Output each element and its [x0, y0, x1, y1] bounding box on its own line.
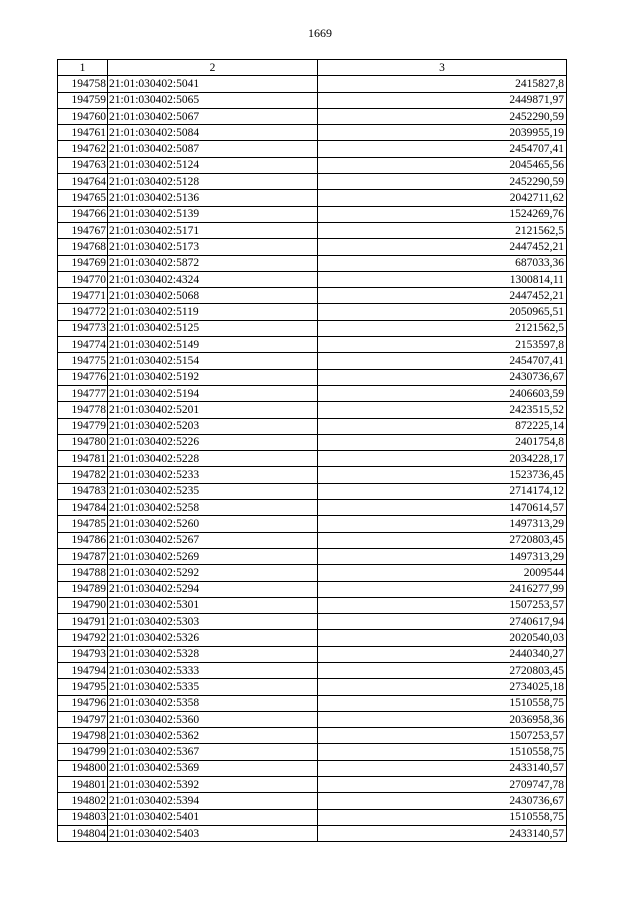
table-row — [58, 76, 567, 92]
value-cell: 2433140,57 — [318, 760, 567, 776]
value-cell: 687033,36 — [318, 255, 567, 271]
row-number-cell: 194790 — [58, 597, 108, 613]
value-cell: 2440340,27 — [318, 646, 567, 662]
row-number-cell: 194803 — [58, 809, 108, 825]
row-number-cell: 194777 — [58, 385, 108, 401]
cadastral-number-cell: 21:01:030402:5260 — [108, 516, 318, 532]
cadastral-number-cell: 21:01:030402:5235 — [108, 483, 318, 499]
cadastral-number-cell: 21:01:030402:5233 — [108, 467, 318, 483]
cadastral-number-cell: 21:01:030402:5394 — [108, 793, 318, 809]
row-number-cell: 194802 — [58, 793, 108, 809]
table-row — [58, 222, 567, 238]
table-row — [58, 125, 567, 141]
table-row — [58, 418, 567, 434]
row-number-cell: 194760 — [58, 108, 108, 124]
table-row — [58, 92, 567, 108]
cadastral-number-cell: 21:01:030402:5392 — [108, 777, 318, 793]
table-row — [58, 614, 567, 630]
table-row — [58, 662, 567, 678]
row-number-cell: 194804 — [58, 825, 108, 841]
cadastral-number-cell: 21:01:030402:5362 — [108, 728, 318, 744]
value-cell: 2153597,8 — [318, 337, 567, 353]
cadastral-number-cell: 21:01:030402:5087 — [108, 141, 318, 157]
cadastral-number-cell: 21:01:030402:5203 — [108, 418, 318, 434]
row-number-cell: 194801 — [58, 777, 108, 793]
value-cell: 2009544 — [318, 565, 567, 581]
table-row — [58, 239, 567, 255]
row-number-cell: 194780 — [58, 434, 108, 450]
table-row — [58, 337, 567, 353]
cadastral-number-cell: 21:01:030402:5367 — [108, 744, 318, 760]
value-cell: 2430736,67 — [318, 369, 567, 385]
row-number-cell: 194792 — [58, 630, 108, 646]
value-cell: 1510558,75 — [318, 809, 567, 825]
value-cell: 872225,14 — [318, 418, 567, 434]
table-row — [58, 483, 567, 499]
cadastral-number-cell: 21:01:030402:5335 — [108, 679, 318, 695]
row-number-cell: 194776 — [58, 369, 108, 385]
row-number-cell: 194794 — [58, 662, 108, 678]
value-cell: 2720803,45 — [318, 532, 567, 548]
cadastral-number-cell: 21:01:030402:5326 — [108, 630, 318, 646]
table-row — [58, 777, 567, 793]
value-cell: 1507253,57 — [318, 728, 567, 744]
table-row — [58, 385, 567, 401]
cadastral-number-cell: 21:01:030402:5124 — [108, 157, 318, 173]
table-row — [58, 353, 567, 369]
row-number-cell: 194762 — [58, 141, 108, 157]
table-row — [58, 271, 567, 287]
table-row — [58, 646, 567, 662]
value-cell: 2740617,94 — [318, 614, 567, 630]
cadastral-number-cell: 21:01:030402:5258 — [108, 500, 318, 516]
table-row — [58, 369, 567, 385]
row-number-cell: 194799 — [58, 744, 108, 760]
table-row — [58, 760, 567, 776]
cadastral-number-cell: 21:01:030402:5360 — [108, 711, 318, 727]
cadastral-number-cell: 21:01:030402:5067 — [108, 108, 318, 124]
table-row — [58, 288, 567, 304]
cadastral-number-cell: 21:01:030402:5084 — [108, 125, 318, 141]
cadastral-number-cell: 21:01:030402:5328 — [108, 646, 318, 662]
cadastral-number-cell: 21:01:030402:5269 — [108, 548, 318, 564]
value-cell: 1300814,11 — [318, 271, 567, 287]
row-number-cell: 194773 — [58, 320, 108, 336]
row-number-cell: 194759 — [58, 92, 108, 108]
row-number-cell: 194769 — [58, 255, 108, 271]
table-header — [58, 60, 567, 76]
table-row — [58, 255, 567, 271]
cadastral-number-cell: 21:01:030402:5292 — [108, 565, 318, 581]
cadastral-number-cell: 21:01:030402:4324 — [108, 271, 318, 287]
row-number-cell: 194761 — [58, 125, 108, 141]
value-cell: 2401754,8 — [318, 434, 567, 450]
row-number-cell: 194797 — [58, 711, 108, 727]
value-cell: 2042711,62 — [318, 190, 567, 206]
value-cell: 2454707,41 — [318, 353, 567, 369]
cadastral-number-cell: 21:01:030402:5401 — [108, 809, 318, 825]
row-number-cell: 194771 — [58, 288, 108, 304]
cadastral-number-cell: 21:01:030402:5267 — [108, 532, 318, 548]
cadastral-number-cell: 21:01:030402:5226 — [108, 434, 318, 450]
row-number-cell: 194770 — [58, 271, 108, 287]
table-row — [58, 565, 567, 581]
row-number-cell: 194786 — [58, 532, 108, 548]
cadastral-number-cell: 21:01:030402:5303 — [108, 614, 318, 630]
row-number-cell: 194779 — [58, 418, 108, 434]
cadastral-number-cell: 21:01:030402:5139 — [108, 206, 318, 222]
column-header-2: 2 — [108, 60, 318, 76]
table-row — [58, 581, 567, 597]
value-cell: 2034228,17 — [318, 451, 567, 467]
table-row — [58, 809, 567, 825]
row-number-cell: 194800 — [58, 760, 108, 776]
table-row — [58, 467, 567, 483]
value-cell: 2447452,21 — [318, 288, 567, 304]
table-row — [58, 516, 567, 532]
cadastral-number-cell: 21:01:030402:5068 — [108, 288, 318, 304]
value-cell: 2452290,59 — [318, 174, 567, 190]
table-row — [58, 630, 567, 646]
cadastral-number-cell: 21:01:030402:5301 — [108, 597, 318, 613]
row-number-cell: 194781 — [58, 451, 108, 467]
value-cell: 2415827,8 — [318, 76, 567, 92]
cadastral-number-cell: 21:01:030402:5041 — [108, 76, 318, 92]
table-row — [58, 532, 567, 548]
cadastral-number-cell: 21:01:030402:5403 — [108, 825, 318, 841]
value-cell: 2452290,59 — [318, 108, 567, 124]
value-cell: 2447452,21 — [318, 239, 567, 255]
value-cell: 1510558,75 — [318, 695, 567, 711]
cadastral-number-cell: 21:01:030402:5173 — [108, 239, 318, 255]
table-row — [58, 157, 567, 173]
row-number-cell: 194772 — [58, 304, 108, 320]
row-number-cell: 194784 — [58, 500, 108, 516]
value-cell: 1507253,57 — [318, 597, 567, 613]
row-number-cell: 194765 — [58, 190, 108, 206]
cadastral-number-cell: 21:01:030402:5369 — [108, 760, 318, 776]
value-cell: 2433140,57 — [318, 825, 567, 841]
table-row — [58, 825, 567, 841]
table-row — [58, 793, 567, 809]
table-row — [58, 108, 567, 124]
column-header-3: 3 — [318, 60, 567, 76]
value-cell: 2039955,19 — [318, 125, 567, 141]
cadastral-number-cell: 21:01:030402:5171 — [108, 222, 318, 238]
table-row — [58, 711, 567, 727]
table-row — [58, 190, 567, 206]
value-cell: 2430736,67 — [318, 793, 567, 809]
cadastral-number-cell: 21:01:030402:5128 — [108, 174, 318, 190]
cadastral-number-cell: 21:01:030402:5201 — [108, 402, 318, 418]
column-header-1: 1 — [58, 60, 108, 76]
value-cell: 2406603,59 — [318, 385, 567, 401]
page-number: 1669 — [308, 26, 332, 40]
table-row — [58, 695, 567, 711]
table-row — [58, 304, 567, 320]
row-number-cell: 194796 — [58, 695, 108, 711]
cadastral-number-cell: 21:01:030402:5065 — [108, 92, 318, 108]
value-cell: 2709747,78 — [318, 777, 567, 793]
cadastral-number-cell: 21:01:030402:5228 — [108, 451, 318, 467]
value-cell: 1523736,45 — [318, 467, 567, 483]
value-cell: 2020540,03 — [318, 630, 567, 646]
table-row — [58, 451, 567, 467]
table-row — [58, 548, 567, 564]
row-number-cell: 194764 — [58, 174, 108, 190]
row-number-cell: 194763 — [58, 157, 108, 173]
value-cell: 2734025,18 — [318, 679, 567, 695]
data-table — [57, 59, 567, 842]
cadastral-number-cell: 21:01:030402:5136 — [108, 190, 318, 206]
value-cell: 2416277,99 — [318, 581, 567, 597]
value-cell: 2449871,97 — [318, 92, 567, 108]
row-number-cell: 194774 — [58, 337, 108, 353]
cadastral-number-cell: 21:01:030402:5872 — [108, 255, 318, 271]
cadastral-number-cell: 21:01:030402:5192 — [108, 369, 318, 385]
row-number-cell: 194791 — [58, 614, 108, 630]
row-number-cell: 194782 — [58, 467, 108, 483]
row-number-cell: 194789 — [58, 581, 108, 597]
row-number-cell: 194767 — [58, 222, 108, 238]
cadastral-number-cell: 21:01:030402:5119 — [108, 304, 318, 320]
table-row — [58, 679, 567, 695]
value-cell: 2714174,12 — [318, 483, 567, 499]
table-body — [58, 76, 567, 842]
cadastral-number-cell: 21:01:030402:5125 — [108, 320, 318, 336]
row-number-cell: 194788 — [58, 565, 108, 581]
value-cell: 2036958,36 — [318, 711, 567, 727]
table-row — [58, 500, 567, 516]
table-row — [58, 434, 567, 450]
table-row — [58, 174, 567, 190]
table-row — [58, 402, 567, 418]
row-number-cell: 194766 — [58, 206, 108, 222]
value-cell: 2454707,41 — [318, 141, 567, 157]
row-number-cell: 194795 — [58, 679, 108, 695]
value-cell: 2423515,52 — [318, 402, 567, 418]
table-row — [58, 597, 567, 613]
cadastral-number-cell: 21:01:030402:5333 — [108, 662, 318, 678]
value-cell: 1497313,29 — [318, 516, 567, 532]
row-number-cell: 194783 — [58, 483, 108, 499]
table-row — [58, 206, 567, 222]
table-row — [58, 728, 567, 744]
row-number-cell: 194758 — [58, 76, 108, 92]
row-number-cell: 194798 — [58, 728, 108, 744]
row-number-cell: 194775 — [58, 353, 108, 369]
value-cell: 2121562,5 — [318, 320, 567, 336]
header-row — [58, 60, 567, 76]
value-cell: 1497313,29 — [318, 548, 567, 564]
row-number-cell: 194768 — [58, 239, 108, 255]
cadastral-number-cell: 21:01:030402:5358 — [108, 695, 318, 711]
value-cell: 2045465,56 — [318, 157, 567, 173]
value-cell: 1470614,57 — [318, 500, 567, 516]
table-row — [58, 141, 567, 157]
row-number-cell: 194793 — [58, 646, 108, 662]
row-number-cell: 194778 — [58, 402, 108, 418]
value-cell: 2720803,45 — [318, 662, 567, 678]
cadastral-number-cell: 21:01:030402:5149 — [108, 337, 318, 353]
value-cell: 1510558,75 — [318, 744, 567, 760]
cadastral-number-cell: 21:01:030402:5194 — [108, 385, 318, 401]
value-cell: 2050965,51 — [318, 304, 567, 320]
cadastral-number-cell: 21:01:030402:5154 — [108, 353, 318, 369]
row-number-cell: 194787 — [58, 548, 108, 564]
value-cell: 1524269,76 — [318, 206, 567, 222]
table-row — [58, 744, 567, 760]
cadastral-number-cell: 21:01:030402:5294 — [108, 581, 318, 597]
table-row — [58, 320, 567, 336]
value-cell: 2121562,5 — [318, 222, 567, 238]
row-number-cell: 194785 — [58, 516, 108, 532]
